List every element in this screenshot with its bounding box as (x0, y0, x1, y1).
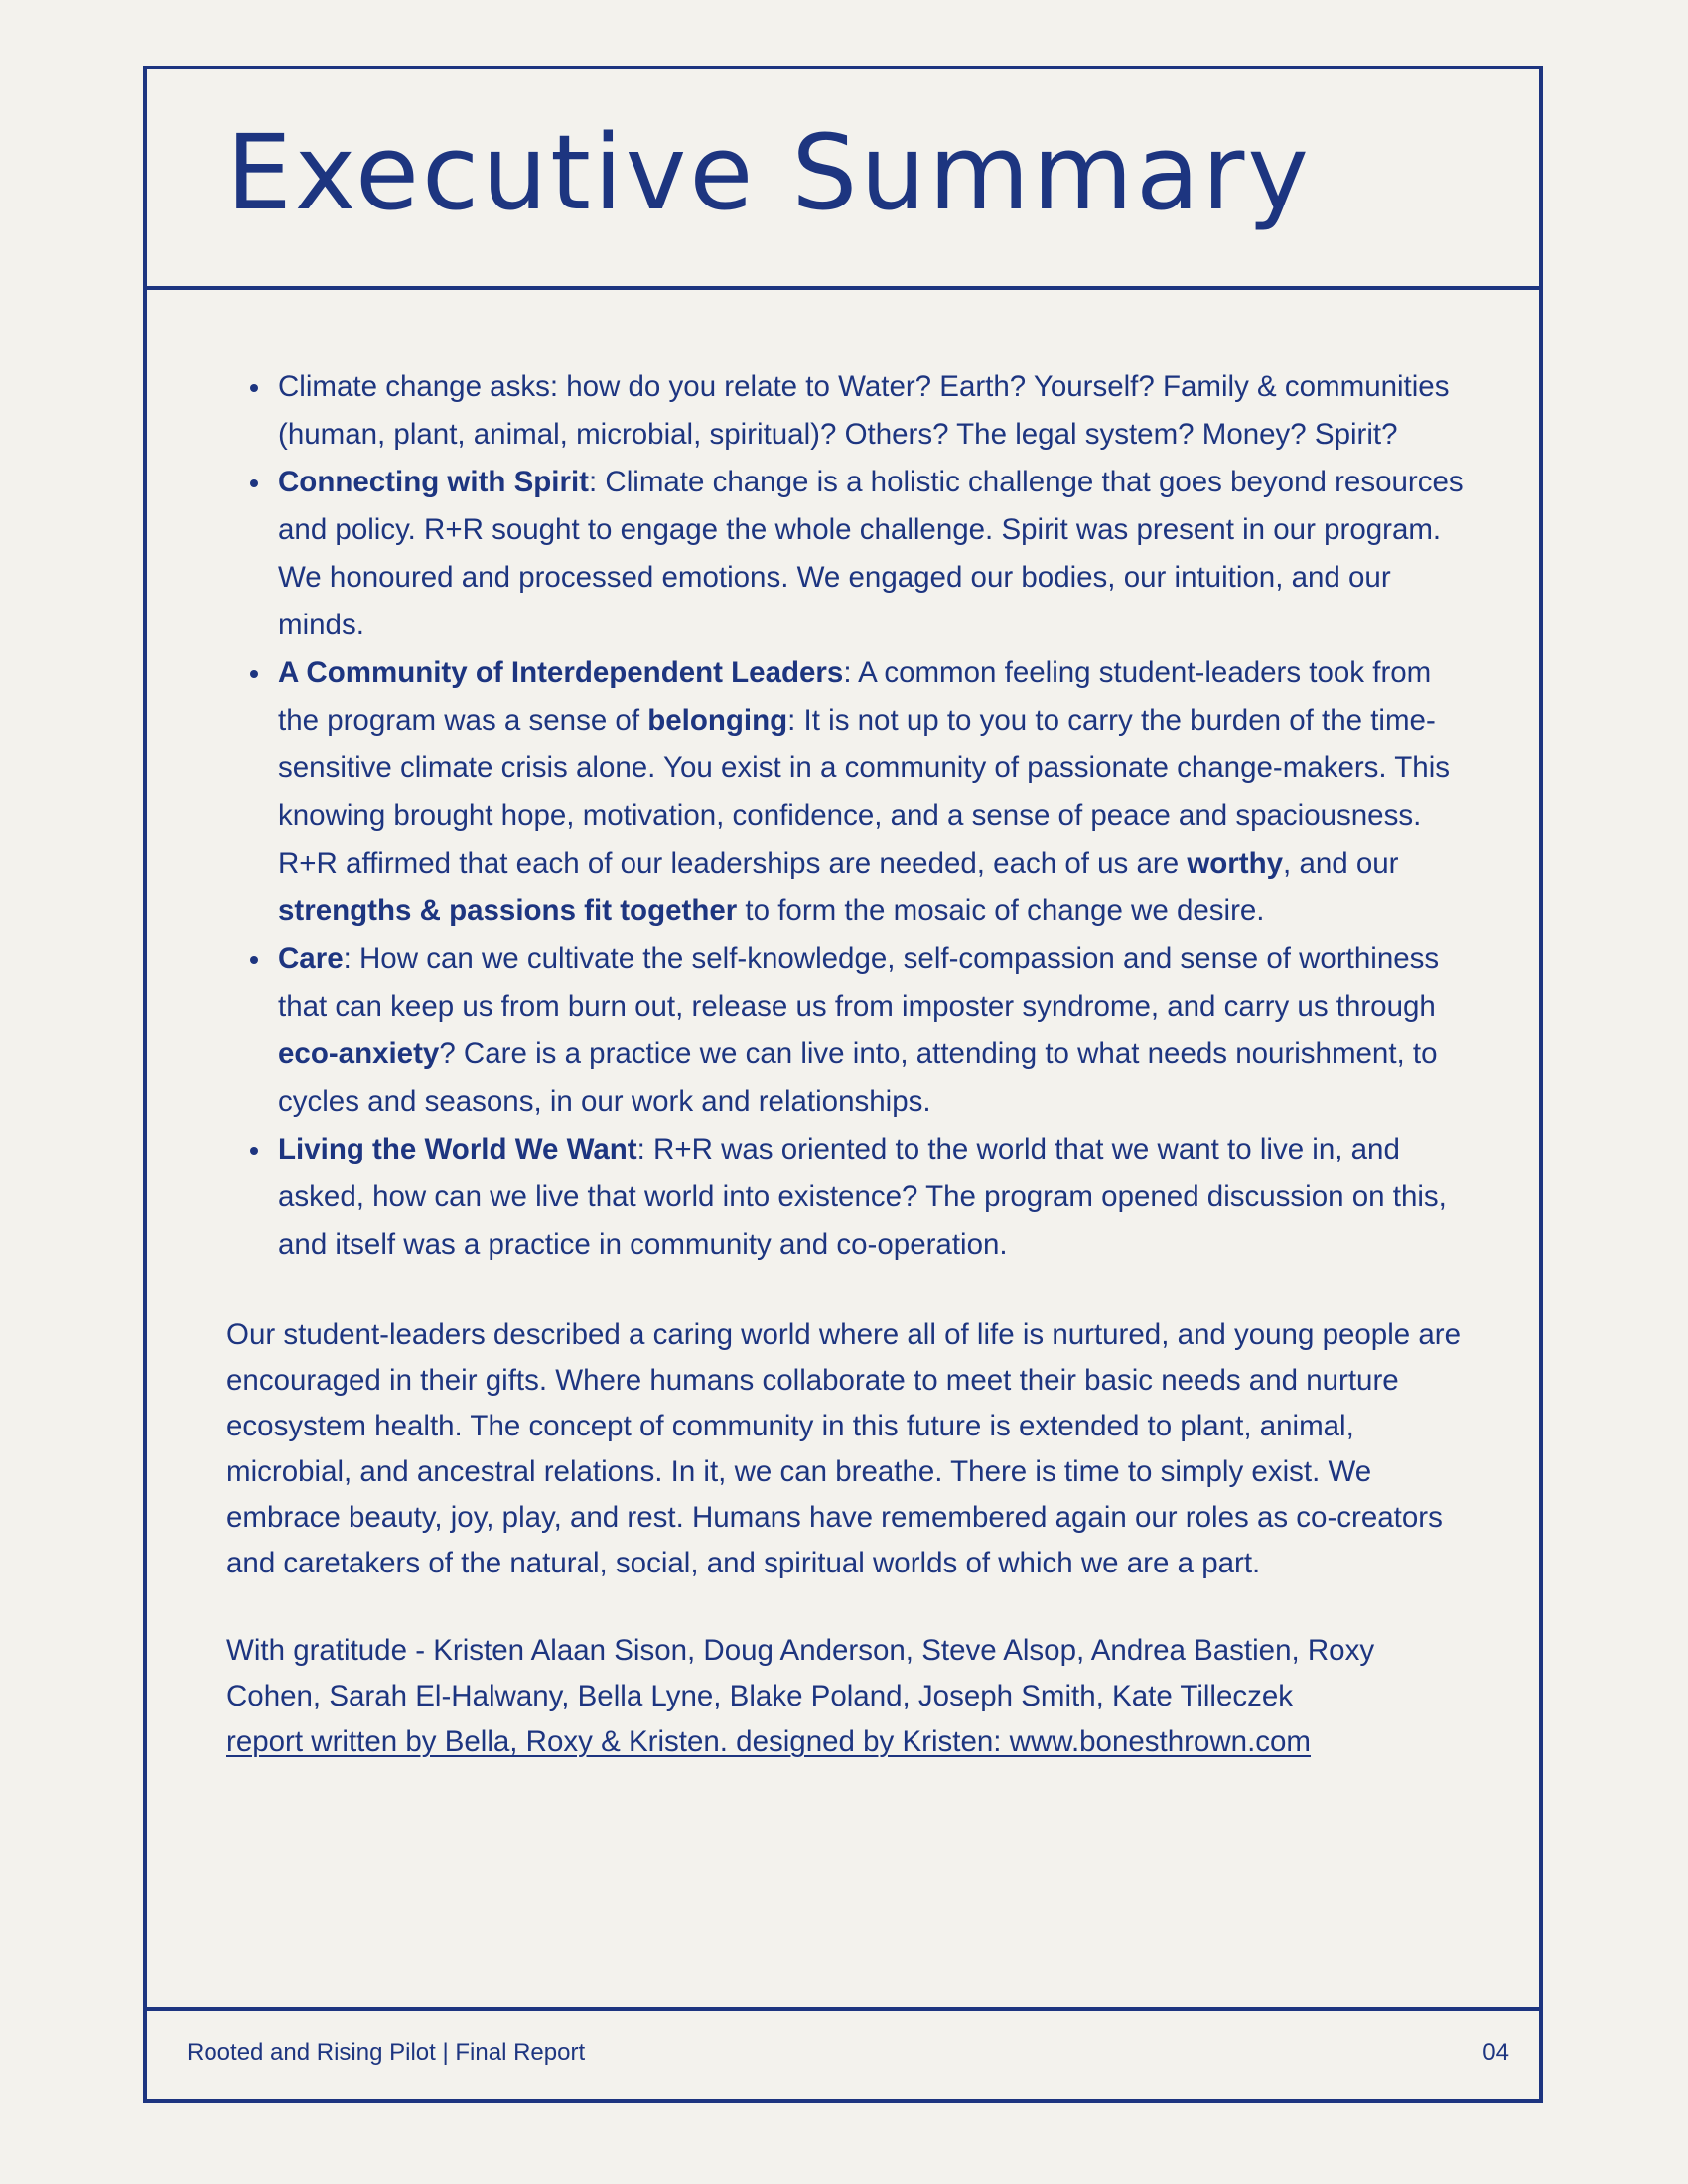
page-number: 04 (1482, 2039, 1509, 2066)
bullet-text: : How can we cultivate the self-knowledge, self-compassion and sense of worthiness that can keep us from burn out, release us from imposter syndrome, and carry us through (278, 942, 1440, 1023)
bullet-text: ? Care is a practice we can live into, attending to what needs nourishment, to cycles and seasons, in our work and relationships. (278, 1037, 1438, 1118)
credit-link[interactable]: report written by Bella, Roxy & Kristen. designed by Kristen: www.bonesthrown.com (226, 1725, 1311, 1758)
bullet-emphasis: worthy (1187, 847, 1284, 880)
bullet-text: : R+R was oriented to the world that we want to live in, and asked, how can we live that world into existence? The program opened discussion on this, and itself was a practice in community and co-operation. (278, 1133, 1447, 1261)
bullet-text: to form the mosaic of change we desire. (737, 894, 1265, 927)
summary-bullet-list (226, 363, 1468, 1269)
page-title: Executive Summary (226, 112, 1312, 233)
bullet-item (226, 935, 1468, 1126)
bullet-text: : A common feeling student-leaders took from the program was a sense of (278, 656, 1432, 737)
bullet-item (226, 649, 1468, 935)
bullet-heading: Care (278, 942, 344, 975)
bullet-emphasis: strengths & passions fit together (278, 894, 738, 927)
bullet-item (226, 363, 1468, 459)
bullet-item (226, 1126, 1468, 1269)
title-header (147, 69, 1539, 290)
vision-paragraph: Our student-leaders described a caring world where all of life is nurtured, and young people are encouraged in their gifts. Where humans collaborate to meet their basic needs and nurture ecosystem health. The concept of community in this future is extended to plant, animal, microbial, and ancestral relations. In it, we can breathe. There is time to simply exist. We embrace beauty, joy, play, and rest. Humans have remembered again our roles as co-creators and caretakers of the natural, social, and spiritual worlds of which we are a part. (226, 1318, 1461, 1579)
bullet-heading: A Community of Interdependent Leaders (278, 656, 844, 689)
gratitude-text: With gratitude - Kristen Alaan Sison, Doug Anderson, Steve Alsop, Andrea Bastien, Roxy Cohen, Sarah El-Halwany, Bella Lyne, Blake Poland, Joseph Smith, Kate Tilleczek (226, 1634, 1375, 1712)
page-footer (147, 2007, 1539, 2099)
bullet-text: : Climate change is a holistic challenge that goes beyond resources and policy. R+R sought to engage the whole challenge. Spirit was present in our program. We honoured and processed emotions. We engaged our bodies, our intuition, and our minds. (278, 466, 1464, 641)
summary-content (226, 363, 1468, 1765)
bullet-text: : It is not up to you to carry the burden of the time-sensitive climate crisis alone. You exist in a community of passionate change-makers. This knowing brought hope, motivation, confidence, and a sense of peace and spaciousness. R+R affirmed that each of our leaderships are needed, each of us are (278, 704, 1451, 880)
page-frame (143, 66, 1543, 2103)
footer-report-title: Rooted and Rising Pilot | Final Report (187, 2039, 586, 2066)
bullet-text: Climate change asks: how do you relate to Water? Earth? Yourself? Family & communities (human, plant, animal, microbial, spiritual)? Others? The legal system? Money? Spirit? (278, 370, 1450, 451)
bullet-emphasis: eco-anxiety (278, 1037, 440, 1070)
gratitude-block (226, 1628, 1468, 1765)
bullet-heading: Connecting with Spirit (278, 466, 590, 498)
bullet-text: , and our (1283, 847, 1399, 880)
bullet-emphasis: belonging (647, 704, 788, 737)
bullet-item (226, 459, 1468, 649)
bullet-heading: Living the World We Want (278, 1133, 637, 1165)
